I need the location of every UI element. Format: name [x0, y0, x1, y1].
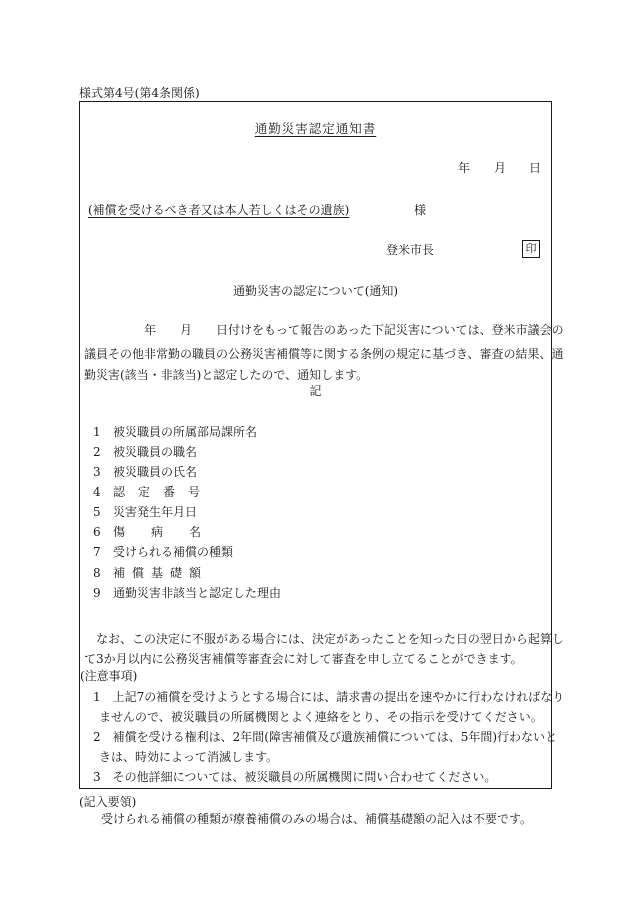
body-line-1: 年 月 日付けをもって報告のあった下記災害については、登米市議会の — [144, 323, 564, 337]
item-number: 5 — [93, 505, 101, 519]
document-title — [79, 121, 552, 136]
fill-instructions-header: (記入要領) — [79, 795, 137, 809]
note-line-1: 1 上記7の補償を受けようとする場合には、請求書の提出を速やかに行わなければなり — [93, 690, 565, 704]
item-number: 1 — [93, 425, 101, 439]
issuer-name: 登米市長 — [386, 243, 435, 257]
note-line-4: きは、時効によって消滅します。 — [99, 750, 279, 764]
notes-header: (注意事項) — [80, 669, 138, 683]
list-item — [93, 525, 227, 539]
item-label: 受けられる補償の種類 — [113, 545, 234, 559]
form-number: 様式第4号(第4条関係) — [79, 86, 200, 100]
honorific: 様 — [414, 203, 427, 217]
item-label: 通勤災害非該当と認定した理由 — [113, 586, 282, 600]
list-item — [93, 505, 197, 519]
item-label: 被災職員の氏名 — [113, 465, 198, 479]
date-year: 年 — [458, 161, 471, 175]
appeal-line-2: て3か月以内に公務災害補償等審査会に対して審査を申し立てることができます。 — [84, 652, 523, 666]
body-line-3: 勤災害(該当・非該当)と認定したので、通知します。 — [84, 368, 369, 382]
ki-marker: 記 — [309, 384, 322, 398]
list-item — [93, 586, 281, 600]
item-number: 4 — [93, 485, 101, 499]
date-day: 日 — [529, 161, 542, 175]
item-label: 傷病名 — [113, 525, 228, 539]
note-line-3: 2 補償を受ける権利は、2年間(障害補償及び遺族補償については、5年間)行わないと — [93, 730, 558, 744]
item-number: 2 — [93, 445, 101, 459]
item-number: 8 — [93, 566, 101, 580]
item-label: 被災職員の所属部局課所名 — [113, 425, 258, 439]
item-number: 3 — [93, 465, 101, 479]
list-item — [93, 465, 197, 479]
recipient-text: (補償を受けるべき者又は本人若しくはその遺族) — [88, 203, 350, 217]
item-label: 被災職員の職名 — [113, 445, 198, 459]
item-number: 9 — [93, 586, 101, 600]
body-line-2: 議員その他非常勤の職員の公務災害補償等に関する条例の規定に基づき、審査の結果、通 — [84, 347, 564, 361]
date-month: 月 — [494, 161, 507, 175]
item-number: 6 — [93, 525, 101, 539]
item-number: 7 — [93, 545, 101, 559]
list-item — [93, 485, 213, 499]
seal-mark: 印 — [522, 240, 540, 258]
fill-instructions-text: 受けられる補償の種類が療養補償のみの場合は、補償基礎額の記入は不要です。 — [101, 812, 533, 826]
item-label: 補償基礎額 — [113, 566, 209, 580]
list-item — [93, 445, 197, 459]
note-line-2: ませんので、被災職員の所属機関とよく連絡をとり、その指示を受けてください。 — [99, 710, 543, 724]
document-title-text: 通勤災害認定通知書 — [254, 121, 377, 136]
list-item — [93, 425, 257, 439]
note-line-5: 3 その他詳細については、被災職員の所属機関に問い合わせてください。 — [93, 770, 497, 784]
item-label: 認定番号 — [113, 485, 214, 499]
subject-line: 通勤災害の認定について(通知) — [232, 284, 399, 298]
list-item — [93, 545, 233, 559]
recipient-label — [88, 203, 349, 217]
list-item — [93, 566, 208, 580]
appeal-line-1: なお、この決定に不服がある場合には、決定があったことを知った日の翌日から起算し — [96, 632, 564, 646]
item-label: 災害発生年月日 — [113, 505, 198, 519]
